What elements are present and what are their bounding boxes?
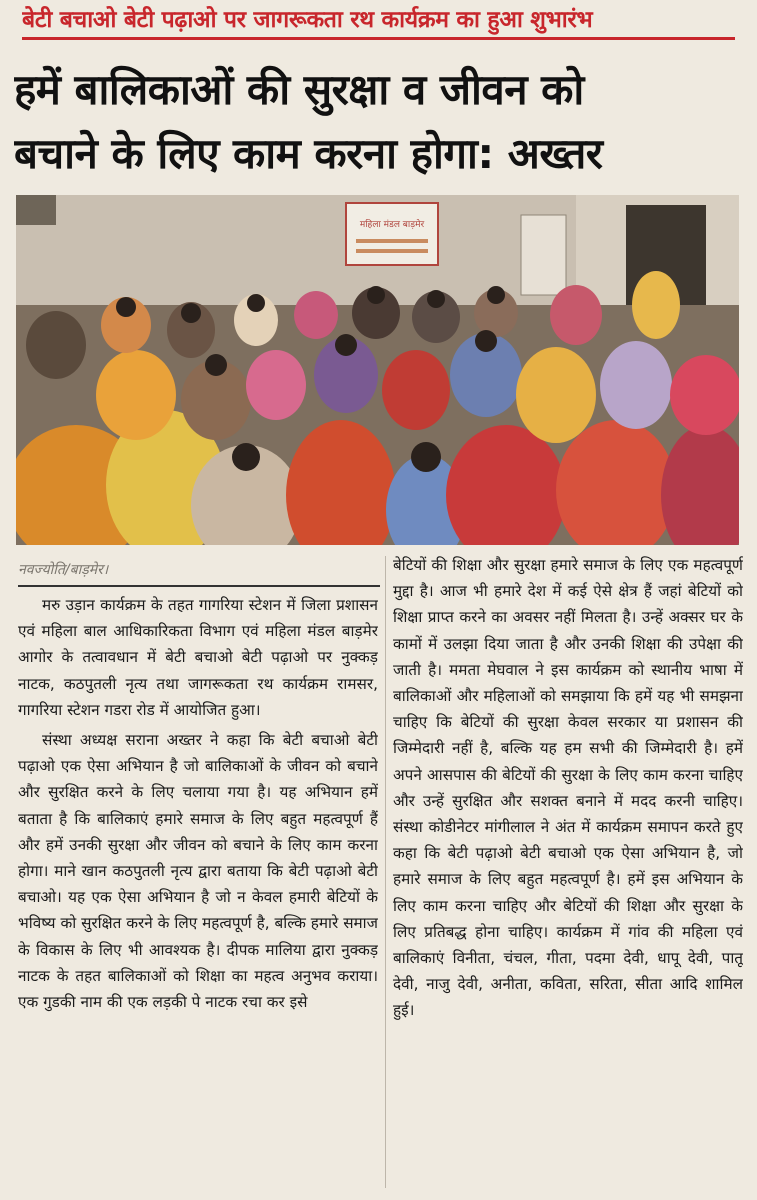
article-column-2 [393, 552, 743, 1194]
article-column-1 [18, 592, 378, 1196]
column-divider [385, 556, 386, 1188]
paragraph: बेटियों की शिक्षा और सुरक्षा हमारे समाज के लिए एक महत्वपूर्ण मुद्दा है। आज भी हमारे देश में कई ऐसे क्षेत्र हैं जहां बेटियों को शिक्षा प्राप्त करने का अवसर नहीं मिलता है। उन्हें अक्सर घर के कामों में उलझा दिया जाता है और उनकी शिक्षा की उपेक्षा की जाती है। ममता मेघवाल ने इस कार्यक्रम को स्थानीय भाषा में बालिकाओं और महिलाओं को समझाया कि हमें यह भी समझना चाहिए कि बेटियों की सुरक्षा केवल सरकार या प्रशासन की जिम्मेदारी नहीं है, बल्कि यह हम सभी की जिम्मेदारी है। हमें अपने आसपास की बेटियों की सुरक्षा के लिए काम करना चाहिए और उन्हें सुरक्षित और सशक्त बनाने में मदद करनी चाहिए। संस्था कोडीनेटर मांगीलाल ने अंत में कार्यक्रम समापन करते हुए कहा कि बेटी पढ़ाओ बेटी बचाओ एक ऐसा अभियान है, जो हमारे समाज के लिए बहुत महत्वपूर्ण है। हमें इस अभियान के लिए काम करना चाहिए और बेटियों की शिक्षा और सुरक्षा के लिए प्रतिबद्ध होना चाहिए। कार्यक्रम में गांव की महिला एवं बालिकाएं विनीता, चंचल, गीता, पदमा देवी, धापू देवी, पातू देवी, नाजु देवी, अनीता, कविता, सरिता, सीता आदि शामिल हुई। [393, 556, 743, 1020]
paragraph: संस्था अध्यक्ष सराना अख्तर ने कहा कि बेटी बचाओ बेटी पढ़ाओ एक ऐसा अभियान है जो बालिकाओं के जीवन को बचाने और सुरक्षित करने के लिए चलाया गया है। यह अभियान हमें बताता है कि बालिकाएं हमारे समाज के लिए बहुत महत्वपूर्ण हैं और हमें उनकी सुरक्षा और जीवन को बचाने के लिए काम करना होगा। माने खान कठपुतली नृत्य द्वारा बताया कि बेटी पढ़ाओ बेटी बचाओ। यह एक ऐसा अभियान है जो न केवल हमारी बेटियों के भविष्य को सुरक्षित करने के लिए महत्वपूर्ण है, बल्कि हमारे समाज के विकास के लिए भी आवश्यक है। दीपक मालिया द्वारा नुक्कड़ नाटक के तहत बालिकाओं को शिक्षा का महत्व अनुभव कराया। एक गुडकी नाम की एक लड़की पे नाटक रचा कर इसे [18, 731, 378, 1012]
headline-line-1: हमें बालिकाओं की सुरक्षा व जीवन को [14, 65, 584, 114]
news-photo [16, 195, 739, 545]
credit-rule [18, 585, 380, 587]
dateline-credit: नवज्योति/बाड़मेर। [18, 562, 109, 578]
kicker-headline: बेटी बचाओ बेटी पढ़ाओ पर जागरूकता रथ कार्यक्रम का हुआ शुभारंभ [22, 7, 593, 33]
crowd-photo-illustration [16, 195, 739, 545]
event-banner [346, 203, 438, 265]
kicker-underline [22, 37, 735, 40]
banner-text: महिला मंडल बाड़मेर [359, 220, 425, 230]
paragraph: मरु उड़ान कार्यक्रम के तहत गागरिया स्टेशन में जिला प्रशासन एवं महिला बाल आधिकारिकता विभाग एवं महिला मंडल बाड़मेर आगोर के तत्वावधान में बेटी बचाओ बेटी पढ़ाओ पर नुक्कड़ नाटक, कठपुतली नृत्य तथा जागरूकता रथ कार्यक्रम रामसर, गागरिया स्टेशन गडरा रोड में आयोजित हुआ। [18, 596, 378, 719]
main-headline [14, 58, 744, 186]
headline-line-2: बचाने के लिए काम करना होगा: अख्तर [14, 129, 603, 178]
